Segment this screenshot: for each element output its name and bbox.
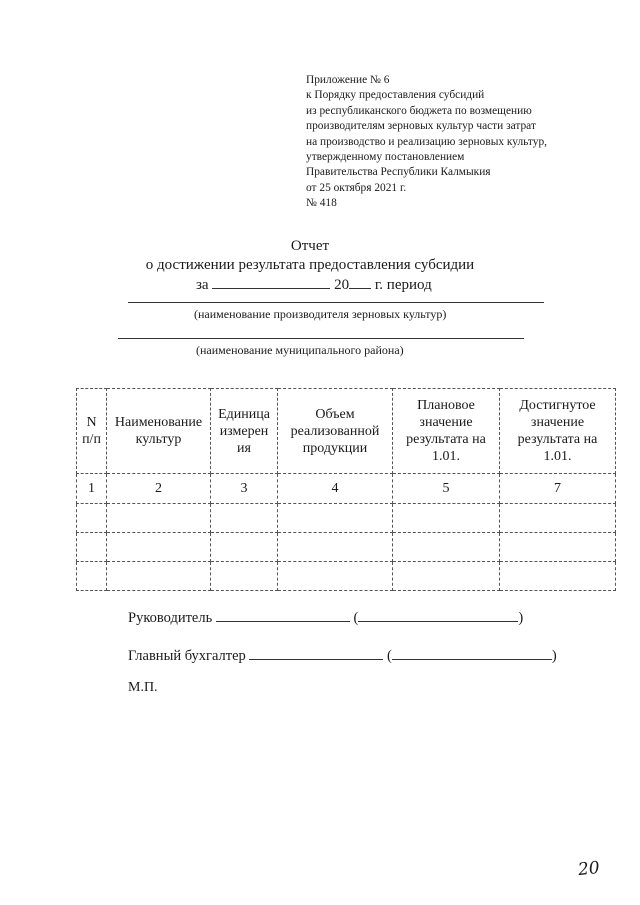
table-cell bbox=[500, 562, 616, 591]
appendix-block bbox=[306, 73, 547, 212]
appendix-line: Приложение № 6 bbox=[306, 74, 390, 86]
table-cell bbox=[500, 504, 616, 533]
table-cell bbox=[77, 533, 107, 562]
appendix-line: утвержденному постановлением bbox=[306, 150, 465, 163]
table-cell bbox=[107, 504, 211, 533]
table-cell bbox=[278, 533, 393, 562]
table-row bbox=[77, 562, 616, 591]
accountant-label: Главный бухгалтер bbox=[128, 648, 246, 664]
header-cell-crop-name: Наименование культур bbox=[107, 389, 211, 474]
column-number-cell: 7 bbox=[500, 474, 616, 504]
column-number-cell: 3 bbox=[211, 474, 278, 504]
appendix-line: № 418 bbox=[306, 197, 337, 210]
appendix-line: на производство и реализацию зерновых культур, bbox=[306, 135, 547, 148]
appendix-line: к Порядку предоставления субсидий bbox=[306, 89, 485, 102]
table-cell bbox=[211, 562, 278, 591]
table-cell bbox=[278, 562, 393, 591]
page-number: 20 bbox=[577, 857, 601, 881]
period-prefix: за bbox=[196, 277, 209, 293]
table-cell bbox=[77, 504, 107, 533]
district-caption: (наименование муниципального района) bbox=[196, 343, 404, 357]
head-label: Руководитель bbox=[128, 610, 213, 626]
period-year: 20 bbox=[334, 277, 350, 293]
report-title: Отчет bbox=[290, 238, 330, 254]
header-cell-unit: Единица измерен ия bbox=[211, 389, 278, 474]
period-suffix: г. период bbox=[374, 277, 432, 293]
header-cell-planned: Плановое значение результата на 1.01. bbox=[393, 389, 500, 474]
table-cell bbox=[393, 562, 500, 591]
column-number-cell: 1 bbox=[77, 474, 107, 504]
report-period bbox=[196, 275, 432, 294]
table-cell bbox=[211, 504, 278, 533]
column-number-row bbox=[77, 474, 616, 504]
appendix-line: от 25 октября 2021 г. bbox=[306, 181, 407, 194]
accountant-signature-blank bbox=[249, 645, 383, 660]
table-cell bbox=[500, 533, 616, 562]
district-line bbox=[118, 338, 524, 339]
accountant-name-blank bbox=[392, 645, 552, 660]
table-cell bbox=[278, 504, 393, 533]
year-blank bbox=[349, 275, 371, 289]
period-blank bbox=[212, 275, 330, 289]
table-cell bbox=[77, 562, 107, 591]
producer-caption: (наименование производителя зерновых культур) bbox=[194, 307, 447, 321]
table-cell bbox=[393, 504, 500, 533]
head-signature-line: Руководитель ( ) bbox=[128, 607, 523, 627]
column-number-cell: 4 bbox=[278, 474, 393, 504]
header-cell-volume: Объем реализованной продукции bbox=[278, 389, 393, 474]
head-name-blank bbox=[358, 607, 518, 622]
column-number-cell: 5 bbox=[393, 474, 500, 504]
table-cell bbox=[393, 533, 500, 562]
table-cell bbox=[211, 533, 278, 562]
stamp-place: М.П. bbox=[128, 680, 158, 695]
header-cell-number: N п/п bbox=[77, 389, 107, 474]
head-signature-blank bbox=[216, 607, 350, 622]
report-subtitle: о достижении результата предоставления субсидии bbox=[145, 257, 475, 273]
table-row bbox=[77, 533, 616, 562]
appendix-line: Правительства Республики Калмыкия bbox=[306, 166, 491, 179]
column-number-cell: 2 bbox=[107, 474, 211, 504]
appendix-line: производителям зерновых культур части затрат bbox=[306, 120, 536, 133]
appendix-line: из республиканского бюджета по возмещению bbox=[306, 104, 532, 117]
table-cell bbox=[107, 562, 211, 591]
report-table bbox=[76, 388, 616, 591]
header-row bbox=[77, 389, 616, 474]
header-cell-achieved: Достигнутое значение результата на 1.01. bbox=[500, 389, 616, 474]
accountant-signature-line: Главный бухгалтер ( ) bbox=[128, 645, 557, 665]
table-row bbox=[77, 504, 616, 533]
producer-line bbox=[128, 302, 544, 303]
table-cell bbox=[107, 533, 211, 562]
